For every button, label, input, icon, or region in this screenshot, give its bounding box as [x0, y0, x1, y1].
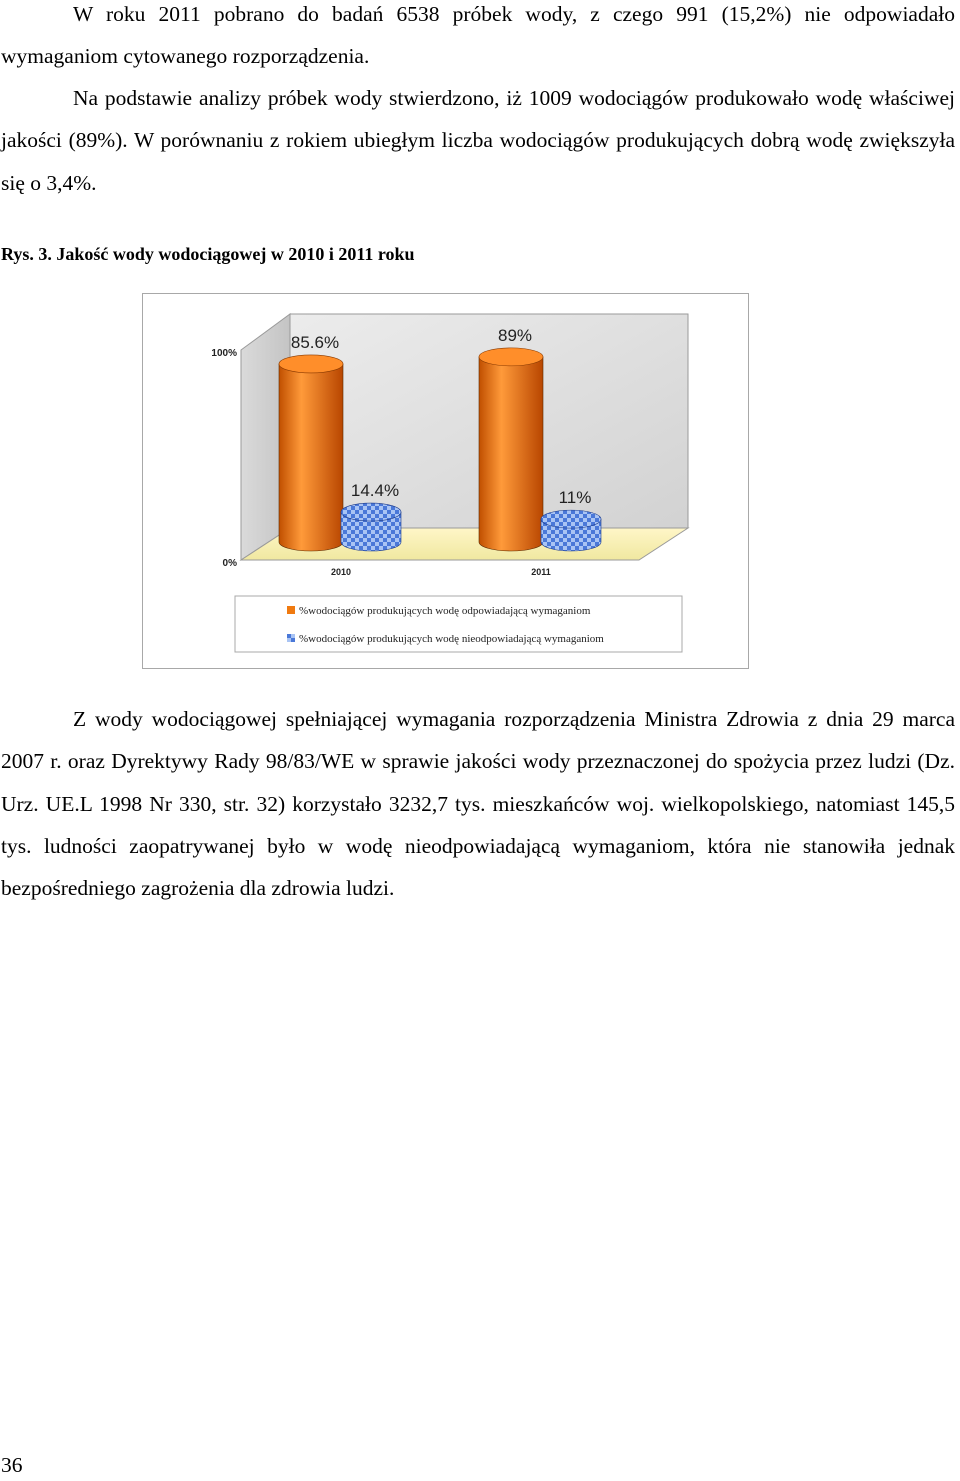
- cylinder-compliant-2010-body: [279, 364, 343, 551]
- y-tick-top: 100%: [211, 348, 237, 359]
- data-label-noncompliant-2011: 11%: [558, 488, 592, 508]
- y-tick-bottom: 0%: [222, 558, 237, 569]
- category-label: 2010: [330, 567, 352, 577]
- data-label-compliant-2011: 89%: [497, 325, 533, 345]
- water-quality-chart: [143, 294, 750, 670]
- cylinder-compliant-2010-top: [279, 355, 343, 373]
- legend-label-noncompliant: %wodociągów produkujących wodę nieodpowiadającą wymaganiom: [299, 633, 604, 645]
- chart-container: [142, 293, 749, 669]
- paragraph-water-analysis: Na podstawie analizy próbek wody stwierdzono, iż 1009 wodociągów produkowało wodę właściwej jakości (89%). W porównaniu z rokiem ubiegłym liczba wodociągów produkujących dobrą wodę zwiększyła się o 3,4%.: [1, 86, 955, 195]
- legend-label-compliant: %wodociągów produkujących wodę odpowiadającą wymaganiom: [299, 605, 591, 617]
- cylinder-compliant-2011-body: [479, 357, 543, 551]
- cylinder-compliant-2011-top: [479, 348, 543, 366]
- figure-caption: Rys. 3. Jakość wody wodociągowej w 2010 i 2011 roku: [1, 244, 415, 264]
- legend-swatch-noncompliant: [287, 634, 295, 642]
- data-label-noncompliant-2010: 14.4%: [350, 481, 400, 501]
- paragraph-population-supply: Z wody wodociągowej spełniającej wymagania rozporządzenia Ministra Zdrowia z dnia 29 marca 2007 r. oraz Dyrektywy Rady 98/83/WE w sprawie jakości wody przeznaczonej do spożycia przez ludzi (Dz. Urz. UE.L 1998 Nr 330, str. 32) korzystało 3232,7 tys. mieszkańców woj. wielkopolskiego, natomiast 145,5 tys. ludności zaopatrywanej było w wodę nieodpowiadającą wymaganiom, która nie stanowiła jednak bezpośredniego zagrożenia dla zdrowia ludzi.: [1, 707, 955, 901]
- data-label-compliant-2010: 85.6%: [290, 332, 340, 352]
- page-number: 36: [1, 1453, 23, 1477]
- cylinder-noncompliant-2010-top: [341, 503, 401, 521]
- paragraph-water-samples: W roku 2011 pobrano do badań 6538 próbek wody, z czego 991 (15,2%) nie odpowiadało wymaganiom cytowanego rozporządzenia.: [1, 2, 955, 69]
- legend-swatch-compliant: [287, 606, 295, 614]
- chart-legend: [235, 596, 682, 652]
- category-label: 2011: [531, 567, 551, 577]
- cylinder-noncompliant-2011-top: [541, 510, 601, 528]
